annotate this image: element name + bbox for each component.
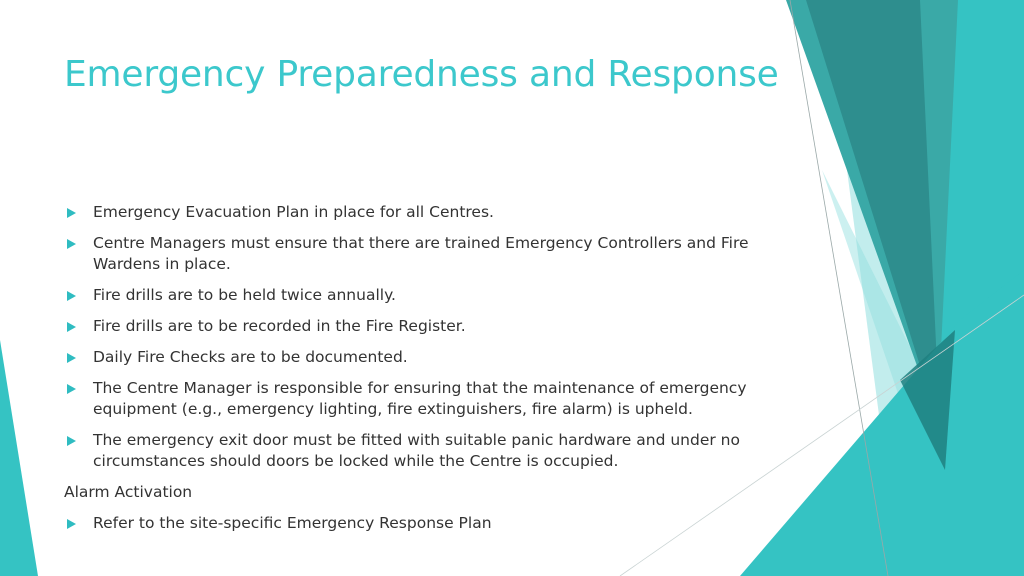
slide-title: Emergency Preparedness and Response — [64, 54, 779, 95]
bullet-text: Centre Managers must ensure that there are trained Emergency Controllers and Fire Wardens in place. — [93, 234, 749, 273]
bullet-text: Daily Fire Checks are to be documented. — [93, 348, 408, 366]
bullet-text: The emergency exit door must be fitted with suitable panic hardware and under no circumstances should doors be locked while the Centre is occupied. — [93, 431, 740, 470]
section-label-text: Alarm Activation — [64, 483, 193, 501]
bullet-arrow-icon — [67, 208, 76, 218]
section-label — [64, 482, 764, 503]
bullet-text: Fire drills are to be recorded in the Fire Register. — [93, 317, 466, 335]
bullet-arrow-icon — [67, 353, 76, 363]
facet-left-sliver — [0, 340, 38, 576]
bullet-item — [64, 513, 764, 534]
bullet-text: The Centre Manager is responsible for ensuring that the maintenance of emergency equipment (e.g., emergency lighting, fire extinguishers, fire alarm) is upheld. — [93, 379, 747, 418]
bullet-item — [64, 285, 764, 306]
bullet-item — [64, 202, 764, 223]
bullet-text: Refer to the site-specific Emergency Response Plan — [93, 514, 492, 532]
bullet-arrow-icon — [67, 436, 76, 446]
bullet-text: Fire drills are to be held twice annually. — [93, 286, 396, 304]
bullet-arrow-icon — [67, 384, 76, 394]
bullet-arrow-icon — [67, 291, 76, 301]
bullet-arrow-icon — [67, 239, 76, 249]
bullet-item — [64, 316, 764, 337]
bullet-list — [64, 202, 764, 544]
bullet-arrow-icon — [67, 322, 76, 332]
bullet-item — [64, 347, 764, 368]
bullet-item — [64, 430, 764, 472]
bullet-item — [64, 233, 764, 275]
bullet-arrow-icon — [67, 519, 76, 529]
bullet-item — [64, 378, 764, 420]
bullet-text: Emergency Evacuation Plan in place for all Centres. — [93, 203, 494, 221]
